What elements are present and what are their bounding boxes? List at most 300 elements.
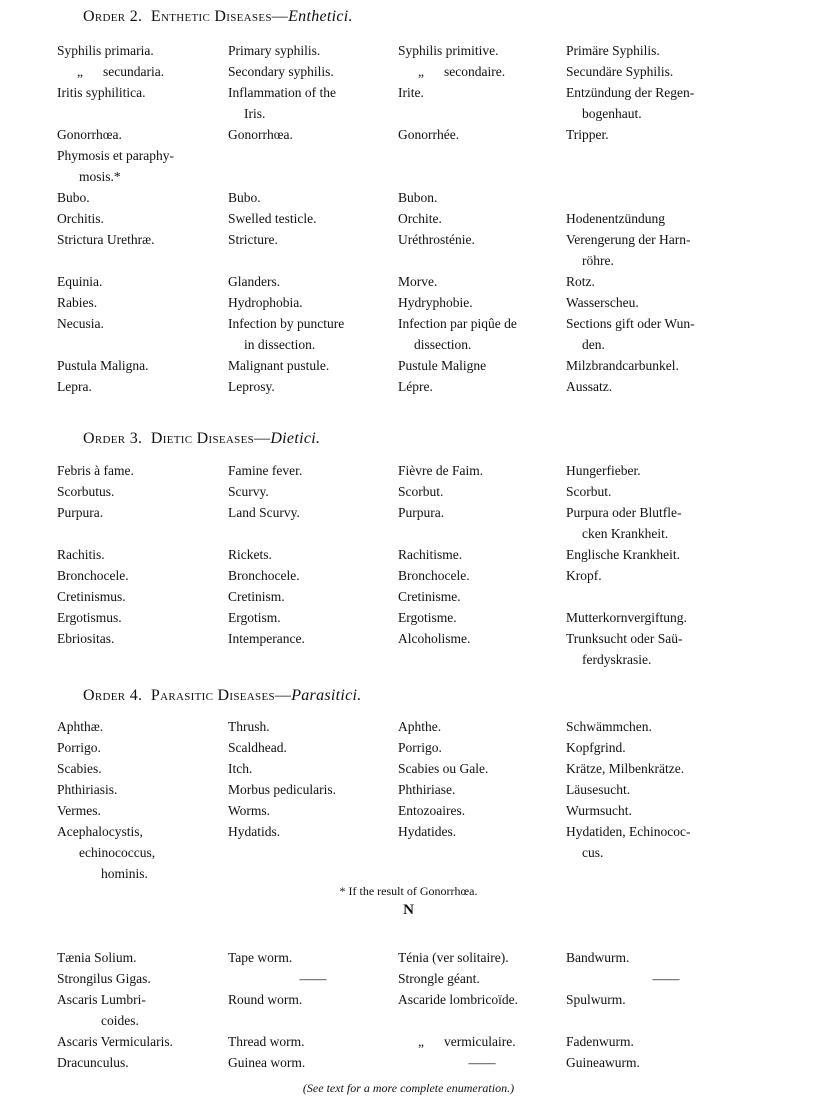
cell-text: Secundäre Syphilis. xyxy=(566,64,674,79)
table-cell xyxy=(398,313,566,355)
cell-text: Hodenentzündung xyxy=(566,211,665,226)
table-cell xyxy=(57,989,228,1031)
cell-text: Scorbut. xyxy=(398,484,444,499)
cell-continuation-line: Iris. xyxy=(244,106,266,121)
table-cell xyxy=(228,481,398,502)
table-cell xyxy=(57,1052,228,1073)
table-cell xyxy=(398,821,566,884)
cell-text: Entozoaires. xyxy=(398,803,466,818)
cell-text: Ascaride lombricoïde. xyxy=(398,992,518,1007)
table-cell xyxy=(398,1031,566,1052)
table-cell xyxy=(228,460,398,481)
cell-text: Glanders. xyxy=(228,274,281,289)
cell-text: Porrigo. xyxy=(398,740,442,755)
table-row xyxy=(57,716,797,737)
cell-continuation-line: echinococcus, xyxy=(79,845,156,860)
heading-order-4 xyxy=(83,687,362,705)
table-cell xyxy=(566,947,766,968)
cell-text: Tape worm. xyxy=(228,950,293,965)
cell-text: Scabies ou Gale. xyxy=(398,761,489,776)
cell-text: Scabies. xyxy=(57,761,102,776)
cell-text: Secondary syphilis. xyxy=(228,64,334,79)
cell-text: Land Scurvy. xyxy=(228,505,300,520)
heading-order-2 xyxy=(83,8,353,26)
cell-text: Dracunculus. xyxy=(57,1055,129,1070)
table-cell xyxy=(566,737,766,758)
table-cell xyxy=(228,124,398,145)
table-cell xyxy=(566,628,766,670)
cell-text: Tænia Solium. xyxy=(57,950,137,965)
table-cell xyxy=(398,40,566,61)
table-row xyxy=(57,800,797,821)
order-4-table xyxy=(57,716,797,884)
cell-text: Strongle géant. xyxy=(398,971,480,986)
cell-continuation-line: mosis.* xyxy=(79,169,121,184)
table-cell xyxy=(566,821,766,884)
cell-text: Bubo. xyxy=(57,190,90,205)
cell-text: Sections gift oder Wun- xyxy=(566,316,695,331)
cell-text: Gonorrhœa. xyxy=(57,127,122,142)
cell-text xyxy=(398,1031,566,1052)
table-cell xyxy=(398,586,566,607)
table-row xyxy=(57,502,797,544)
cell-text: Phthiriase. xyxy=(398,782,456,797)
table-row xyxy=(57,82,797,124)
cell-continuation-line: coides. xyxy=(101,1013,139,1028)
cell-text: Hydrophobia. xyxy=(228,295,303,310)
cell-continuation-line: cus. xyxy=(582,845,604,860)
table-cell xyxy=(398,947,566,968)
table-row xyxy=(57,947,797,968)
cell-text: Uréthrosténie. xyxy=(398,232,475,247)
cell-text: Irite. xyxy=(398,85,424,100)
table-cell xyxy=(57,355,228,376)
table-cell xyxy=(398,376,566,397)
table-row xyxy=(57,229,797,271)
table-cell xyxy=(566,481,766,502)
table-cell xyxy=(57,313,228,355)
cell-text: Aphthæ. xyxy=(57,719,104,734)
cell-text: Primäre Syphilis. xyxy=(566,43,660,58)
cell-text: Strictura Urethræ. xyxy=(57,232,155,247)
table-cell xyxy=(57,947,228,968)
cell-text: Wurmsucht. xyxy=(566,803,632,818)
table-cell xyxy=(228,607,398,628)
table-cell xyxy=(57,737,228,758)
table-row xyxy=(57,376,797,397)
order-3-table xyxy=(57,460,797,670)
order-title: Enthetic Diseases— xyxy=(150,8,289,25)
cell-text: Leprosy. xyxy=(228,379,275,394)
cell-text: Worms. xyxy=(228,803,271,818)
cell-text: Kopfgrind. xyxy=(566,740,626,755)
cell-text: Bronchocele. xyxy=(57,568,129,583)
cell-text: Entzündung der Regen- xyxy=(566,85,695,100)
cell-text: Scaldhead. xyxy=(228,740,287,755)
table-cell xyxy=(398,460,566,481)
table-row xyxy=(57,565,797,586)
table-row xyxy=(57,313,797,355)
cell-text: Intemperance. xyxy=(228,631,305,646)
cell-text: Ascaris Lumbri- xyxy=(57,992,146,1007)
table-cell xyxy=(566,586,766,607)
table-cell xyxy=(57,61,228,82)
cell-text: Round worm. xyxy=(228,992,303,1007)
cell-continuation-line: den. xyxy=(582,337,605,352)
cell-text: Cretinismus. xyxy=(57,589,126,604)
cell-text: Verengerung der Harn- xyxy=(566,232,691,247)
cell-text: Hungerfieber. xyxy=(566,463,641,478)
table-cell xyxy=(566,313,766,355)
table-cell xyxy=(398,1052,566,1073)
cell-text: Morve. xyxy=(398,274,438,289)
cell-continuation-line: röhre. xyxy=(582,253,614,268)
table-row xyxy=(57,628,797,670)
table-cell xyxy=(566,544,766,565)
table-cell xyxy=(566,355,766,376)
table-cell xyxy=(566,758,766,779)
cell-text: Bubo. xyxy=(228,190,261,205)
table-cell xyxy=(57,82,228,124)
table-cell xyxy=(57,800,228,821)
table-row xyxy=(57,481,797,502)
cell-text: Acephalocystis, xyxy=(57,824,143,839)
cell-text: Ebriositas. xyxy=(57,631,115,646)
table-row xyxy=(57,1031,797,1052)
table-cell xyxy=(398,355,566,376)
cell-text: Orchite. xyxy=(398,211,442,226)
table-row xyxy=(57,779,797,800)
table-cell xyxy=(566,607,766,628)
cell-text: Porrigo. xyxy=(57,740,101,755)
table-cell xyxy=(228,1052,398,1073)
table-cell xyxy=(228,544,398,565)
table-cell xyxy=(398,187,566,208)
table-cell xyxy=(398,208,566,229)
table-cell xyxy=(398,124,566,145)
table-row xyxy=(57,607,797,628)
cell-continuation-line: cken Krankheit. xyxy=(582,526,669,541)
table-row xyxy=(57,1052,797,1073)
cell-text: Ergotismus. xyxy=(57,610,122,625)
table-cell xyxy=(398,628,566,670)
table-cell xyxy=(228,628,398,670)
cell-text: Rachitis. xyxy=(57,547,105,562)
table-cell xyxy=(398,989,566,1031)
cell-continuation-line: dissection. xyxy=(414,337,472,352)
table-cell xyxy=(398,968,566,989)
table-cell xyxy=(566,460,766,481)
table-cell xyxy=(57,607,228,628)
cell-text: Pustule Maligne xyxy=(398,358,487,373)
cell-text: Scorbut. xyxy=(566,484,612,499)
table-cell xyxy=(566,229,766,271)
table-cell xyxy=(57,628,228,670)
cell-text: Phymosis et paraphy- xyxy=(57,148,174,163)
table-cell xyxy=(228,145,398,187)
table-cell xyxy=(228,800,398,821)
cell-text: Iritis syphilitica. xyxy=(57,85,146,100)
table-cell xyxy=(398,145,566,187)
cell-text: Hydatiden, Echinococ- xyxy=(566,824,691,839)
cell-text: Phthiriasis. xyxy=(57,782,118,797)
table-cell xyxy=(566,208,766,229)
table-cell xyxy=(398,292,566,313)
table-row xyxy=(57,40,797,61)
table-cell xyxy=(57,758,228,779)
table-cell xyxy=(398,544,566,565)
table-row xyxy=(57,145,797,187)
table-cell xyxy=(566,124,766,145)
footnote: * If the result of Gonorrhœa. xyxy=(339,884,478,898)
table-cell xyxy=(566,565,766,586)
table-cell xyxy=(566,1052,766,1073)
order-latin: Parasitici. xyxy=(291,687,362,704)
table-cell xyxy=(228,187,398,208)
table-cell xyxy=(57,124,228,145)
table-row xyxy=(57,460,797,481)
cell-text: Aphthe. xyxy=(398,719,442,734)
table-cell xyxy=(398,481,566,502)
cell-continuation-line: ferdyskrasie. xyxy=(582,652,652,667)
table-cell xyxy=(228,947,398,968)
cell-text: Vermes. xyxy=(57,803,101,818)
table-row xyxy=(57,758,797,779)
table-cell xyxy=(57,229,228,271)
table-cell xyxy=(228,61,398,82)
table-cell xyxy=(398,61,566,82)
cell-text: Itch. xyxy=(228,761,253,776)
table-cell xyxy=(57,565,228,586)
order-2-table xyxy=(57,40,797,397)
cell-text xyxy=(398,61,566,82)
cell-text: Stricture. xyxy=(228,232,278,247)
table-cell xyxy=(398,82,566,124)
cell-text: Mutterkornvergiftung. xyxy=(566,610,687,625)
cell-text: Swelled testicle. xyxy=(228,211,317,226)
cell-text: Thrush. xyxy=(228,719,270,734)
table-cell xyxy=(228,1031,398,1052)
table-row xyxy=(57,989,797,1031)
table-cell xyxy=(57,502,228,544)
cell-text: Spulwurm. xyxy=(566,992,626,1007)
table-cell xyxy=(228,821,398,884)
table-cell xyxy=(398,271,566,292)
table-cell xyxy=(228,229,398,271)
order-label: Order 3. xyxy=(83,430,143,447)
table-cell xyxy=(228,968,398,989)
table-cell xyxy=(228,716,398,737)
cell-text: —— xyxy=(468,1055,496,1070)
table-cell xyxy=(57,481,228,502)
cell-text: Guinea worm. xyxy=(228,1055,306,1070)
cell-text: Purpura. xyxy=(57,505,104,520)
table-cell xyxy=(57,586,228,607)
cell-text: Gonorrhée. xyxy=(398,127,460,142)
table-cell xyxy=(228,313,398,355)
table-cell xyxy=(228,40,398,61)
table-cell xyxy=(57,376,228,397)
order-title: Dietic Diseases— xyxy=(150,430,271,447)
table-cell xyxy=(228,292,398,313)
cell-text: Rotz. xyxy=(566,274,595,289)
cell-text: —— xyxy=(299,971,327,986)
cell-text: Lépre. xyxy=(398,379,433,394)
cell-text: Hydatids. xyxy=(228,824,281,839)
table-cell xyxy=(57,208,228,229)
ditto-mark: „ xyxy=(418,1034,424,1049)
table-row xyxy=(57,586,797,607)
table-cell xyxy=(228,355,398,376)
cell-text: Pustula Maligna. xyxy=(57,358,149,373)
table-cell xyxy=(566,61,766,82)
cell-text: Syphilis primitive. xyxy=(398,43,499,58)
table-row xyxy=(57,292,797,313)
cell-text: Cretinisme. xyxy=(398,589,461,604)
cell-text: Morbus pedicularis. xyxy=(228,782,336,797)
cell-text: Bubon. xyxy=(398,190,438,205)
table-cell xyxy=(57,968,228,989)
cell-text: Rickets. xyxy=(228,547,272,562)
table-cell xyxy=(228,586,398,607)
ditto-mark: „ xyxy=(77,64,83,79)
table-row xyxy=(57,124,797,145)
table-cell xyxy=(228,779,398,800)
cell-text: Milzbrandcarbunkel. xyxy=(566,358,679,373)
table-cell xyxy=(398,800,566,821)
table-cell xyxy=(566,779,766,800)
cell-text: Rachitisme. xyxy=(398,547,463,562)
cell-text: Famine fever. xyxy=(228,463,303,478)
cell-text: Rabies. xyxy=(57,295,98,310)
table-cell xyxy=(398,758,566,779)
table-cell xyxy=(57,716,228,737)
table-cell xyxy=(228,376,398,397)
cell-text: Bronchocele. xyxy=(398,568,470,583)
cell-text: Ténia (ver solitaire). xyxy=(398,950,509,965)
table-cell xyxy=(57,1031,228,1052)
cell-text: Ergotisme. xyxy=(398,610,457,625)
cell-text: Hydatides. xyxy=(398,824,457,839)
table-cell xyxy=(566,187,766,208)
table-row xyxy=(57,355,797,376)
table-cell xyxy=(57,821,228,884)
table-cell xyxy=(57,187,228,208)
cell-text: Krätze, Milbenkrätze. xyxy=(566,761,685,776)
table-cell xyxy=(57,271,228,292)
table-row xyxy=(57,544,797,565)
table-cell xyxy=(566,800,766,821)
table-cell xyxy=(228,82,398,124)
table-cell xyxy=(228,737,398,758)
table-cell xyxy=(398,229,566,271)
closing-note: (See text for a more complete enumeration.) xyxy=(302,1081,515,1095)
table-cell xyxy=(228,208,398,229)
table-cell xyxy=(57,460,228,481)
table-cell xyxy=(57,292,228,313)
table-cell xyxy=(566,82,766,124)
cell-text: Inflammation of the xyxy=(228,85,336,100)
cell-text: Tripper. xyxy=(566,127,609,142)
table-cell xyxy=(566,989,766,1031)
cell-text: Scorbutus. xyxy=(57,484,115,499)
cell-text: Purpura oder Blutfle- xyxy=(566,505,682,520)
table-cell xyxy=(398,502,566,544)
cell-continuation-line: bogenhaut. xyxy=(582,106,642,121)
table-cell xyxy=(57,544,228,565)
table-cell xyxy=(398,607,566,628)
cell-text: Necusia. xyxy=(57,316,104,331)
cell-text: Primary syphilis. xyxy=(228,43,321,58)
table-cell xyxy=(566,502,766,544)
cell-text: Fièvre de Faim. xyxy=(398,463,484,478)
cell-text: Läusesucht. xyxy=(566,782,631,797)
cell-text: Bandwurm. xyxy=(566,950,630,965)
table-cell xyxy=(398,737,566,758)
cell-text: Guineawurm. xyxy=(566,1055,640,1070)
order-title: Parasitic Diseases— xyxy=(150,687,292,704)
cell-text: Trunksucht oder Saü- xyxy=(566,631,683,646)
table-cell xyxy=(566,1031,766,1052)
cell-text: Fadenwurm. xyxy=(566,1034,634,1049)
cell-text: Englische Krankheit. xyxy=(566,547,680,562)
table-cell xyxy=(228,989,398,1031)
table-cell xyxy=(57,145,228,187)
cell-text: Aussatz. xyxy=(566,379,613,394)
table-cell xyxy=(566,40,766,61)
ditto-mark: „ xyxy=(418,64,424,79)
ditto-text: secondaire. xyxy=(444,64,506,79)
cell-text: Bronchocele. xyxy=(228,568,300,583)
cell-text: Ergotism. xyxy=(228,610,281,625)
cell-continuation-line: in dissection. xyxy=(244,337,316,352)
table-row xyxy=(57,968,797,989)
cell-text: Scurvy. xyxy=(228,484,269,499)
cell-text: Febris à fame. xyxy=(57,463,134,478)
table-row xyxy=(57,737,797,758)
table-cell xyxy=(566,968,766,989)
cell-text: Equinia. xyxy=(57,274,103,289)
cell-text: Thread worm. xyxy=(228,1034,305,1049)
table-cell xyxy=(566,716,766,737)
order-label: Order 2. xyxy=(83,8,143,25)
table-cell xyxy=(566,145,766,187)
cell-text: Syphilis primaria. xyxy=(57,43,154,58)
table-cell xyxy=(398,565,566,586)
table-cell xyxy=(566,271,766,292)
cell-text: Wasserscheu. xyxy=(566,295,639,310)
table-cell xyxy=(57,40,228,61)
cell-text: Kropf. xyxy=(566,568,602,583)
table-row xyxy=(57,271,797,292)
table-cell xyxy=(228,271,398,292)
worms-table xyxy=(57,947,797,1073)
cell-text: Malignant pustule. xyxy=(228,358,330,373)
cell-text: Infection by puncture xyxy=(228,316,345,331)
table-cell xyxy=(228,502,398,544)
cell-text: Ascaris Vermicularis. xyxy=(57,1034,173,1049)
ditto-text: vermiculaire. xyxy=(444,1034,516,1049)
table-cell xyxy=(398,716,566,737)
order-label: Order 4. xyxy=(83,687,143,704)
cell-text: Cretinism. xyxy=(228,589,285,604)
cell-text: Strongilus Gigas. xyxy=(57,971,151,986)
signature-mark: N xyxy=(403,902,414,918)
cell-text: —— xyxy=(652,971,680,986)
table-cell xyxy=(398,779,566,800)
table-cell xyxy=(566,376,766,397)
order-latin: Enthetici. xyxy=(288,8,353,25)
